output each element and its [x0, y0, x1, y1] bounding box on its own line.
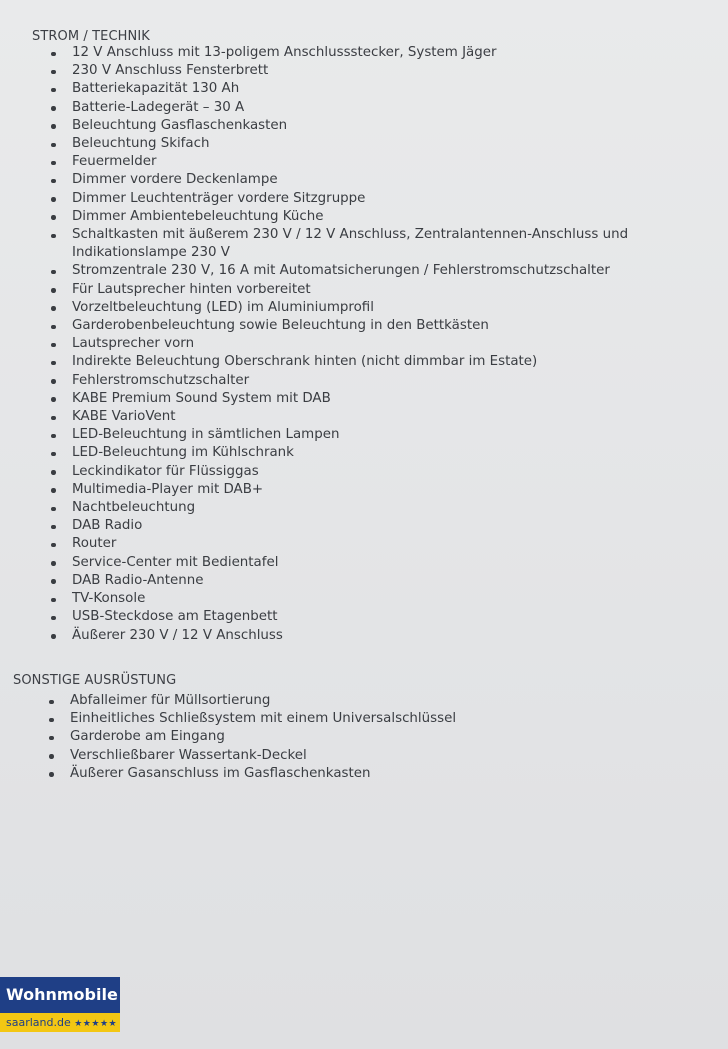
list-item: [36, 499, 656, 517]
section-title-sonstige-ausruestung: SONSTIGE AUSRÜSTUNG: [13, 673, 177, 688]
list-item-text: 12 V Anschluss mit 13-poligem Anschlussstecker, System Jäger: [72, 45, 497, 60]
bullet-icon: [51, 488, 56, 493]
bullet-icon: [49, 754, 54, 759]
list-item-text: Fehlerstromschutzschalter: [72, 372, 250, 388]
list-item-text: KABE Premium Sound System mit DAB: [72, 390, 331, 406]
bullet-icon: [49, 736, 54, 741]
logo-site-bar: [0, 1013, 120, 1032]
list-item: [34, 747, 654, 765]
bullet-icon: [51, 561, 56, 566]
list-item: [36, 208, 656, 226]
list-item-text: LED-Beleuchtung in sämtlichen Lampen: [72, 427, 340, 443]
bullet-icon: [51, 234, 56, 239]
list-item: [36, 226, 632, 262]
list-item: [36, 372, 656, 390]
bullet-icon: [51, 215, 56, 220]
list-item-text: Abfalleimer für Müllsortierung: [70, 693, 271, 708]
list-item: [36, 335, 656, 353]
list-item: [34, 692, 654, 710]
logo-brand: Wohnmobile: [0, 977, 120, 1013]
logo-site: saarland.de: [6, 1016, 71, 1029]
bullet-icon: [51, 361, 56, 366]
bullet-icon: [51, 197, 56, 202]
list-item-text: Für Lautsprecher hinten vorbereitet: [72, 281, 311, 297]
list-item-text: Beleuchtung Gasflaschenkasten: [72, 117, 288, 133]
list-item: [36, 80, 656, 98]
list-item-text: LED-Beleuchtung im Kühlschrank: [72, 445, 294, 461]
list-item: [36, 572, 656, 590]
list-item-text: KABE VarioVent: [72, 409, 176, 425]
list-item: [36, 317, 656, 335]
bullet-icon: [51, 161, 56, 166]
section-title-strom-technik: STROM / TECHNIK: [32, 29, 150, 44]
bullet-icon: [51, 325, 56, 330]
list-item: [34, 728, 654, 746]
bullet-icon: [51, 270, 56, 275]
equipment-list-sonstige-ausruestung: [34, 692, 654, 783]
list-item: [36, 554, 656, 572]
bullet-icon: [51, 598, 56, 603]
bullet-icon: [51, 616, 56, 621]
bullet-icon: [51, 543, 56, 548]
list-item-text: Service-Center mit Bedientafel: [72, 554, 279, 570]
list-item-text: Router: [72, 536, 117, 552]
bullet-icon: [49, 700, 54, 705]
bullet-icon: [51, 507, 56, 512]
list-item: [36, 463, 656, 481]
bullet-icon: [51, 179, 56, 184]
bullet-icon: [51, 416, 56, 421]
bullet-icon: [51, 397, 56, 402]
bullet-icon: [51, 306, 56, 311]
star-rating-icon: ★★★★★: [74, 1019, 118, 1029]
bullet-icon: [51, 379, 56, 384]
list-item-text: TV-Konsole: [72, 591, 146, 607]
bullet-icon: [51, 434, 56, 439]
list-item-text: DAB Radio: [72, 518, 143, 534]
list-item: [36, 62, 656, 80]
list-item-text: Batteriekapazität 130 Ah: [72, 81, 240, 97]
bullet-icon: [49, 718, 54, 723]
watermark-logo: [0, 977, 120, 1032]
list-item-text: Garderobe am Eingang: [70, 729, 225, 745]
list-item-text: Leckindikator für Flüssiggas: [72, 463, 259, 479]
list-item: [36, 627, 656, 645]
bullet-icon: [51, 452, 56, 457]
list-item-text: Dimmer Ambientebeleuchtung Küche: [72, 208, 324, 224]
list-item-text: Indirekte Beleuchtung Oberschrank hinten (nicht dimmbar im Estate): [72, 354, 538, 370]
bullet-icon: [51, 143, 56, 148]
list-item: [36, 117, 656, 135]
list-item: [36, 44, 656, 62]
bullet-icon: [51, 288, 56, 293]
list-item: [36, 299, 656, 317]
list-item: [36, 171, 656, 189]
bullet-icon: [51, 124, 56, 129]
list-item-text: Dimmer vordere Deckenlampe: [72, 172, 278, 188]
list-item-text: Nachtbeleuchtung: [72, 500, 196, 516]
list-item: [34, 765, 654, 783]
list-item: [36, 281, 656, 299]
list-item: [36, 590, 656, 608]
list-item-text: Stromzentrale 230 V, 16 A mit Automatsicherungen / Fehlerstromschutzschalter: [72, 263, 610, 279]
bullet-icon: [51, 106, 56, 111]
bullet-icon: [51, 470, 56, 475]
list-item: [36, 426, 656, 444]
list-item-text: Feuermelder: [72, 154, 157, 170]
equipment-list-strom-technik: [36, 44, 656, 645]
bullet-icon: [51, 343, 56, 348]
list-item-text: USB-Steckdose am Etagenbett: [72, 609, 278, 625]
list-item-text: Einheitliches Schließsystem mit einem Universalschlüssel: [70, 711, 457, 727]
list-item: [36, 99, 656, 117]
list-item: [36, 262, 656, 280]
bullet-icon: [49, 772, 54, 777]
list-item-text: Beleuchtung Skifach: [72, 136, 210, 152]
bullet-icon: [51, 579, 56, 584]
list-item-text: Garderobenbeleuchtung sowie Beleuchtung in den Bettkästen: [72, 318, 489, 334]
list-item-text: DAB Radio-Antenne: [72, 572, 204, 588]
bullet-icon: [51, 634, 56, 639]
list-item-text: Schaltkasten mit äußerem 230 V / 12 V Anschluss, Zentralantennen-Anschluss und Indikationslampe 230 V: [72, 227, 629, 261]
list-item: [36, 390, 656, 408]
bullet-icon: [51, 52, 56, 57]
list-item-text: Verschließbarer Wassertank-Deckel: [70, 747, 307, 763]
bullet-icon: [51, 88, 56, 93]
list-item: [36, 517, 656, 535]
list-item-text: Lautsprecher vorn: [72, 336, 195, 352]
list-item: [36, 135, 656, 153]
list-item-text: 230 V Anschluss Fensterbrett: [72, 63, 269, 79]
list-item-text: Vorzeltbeleuchtung (LED) im Aluminiumprofil: [72, 299, 374, 315]
list-item-text: Batterie-Ladegerät – 30 A: [72, 99, 245, 115]
list-item: [36, 608, 656, 626]
bullet-icon: [51, 525, 56, 530]
list-item: [36, 444, 656, 462]
list-item-text: Dimmer Leuchtenträger vordere Sitzgruppe: [72, 190, 366, 206]
list-item: [36, 190, 656, 208]
list-item-text: Äußerer Gasanschluss im Gasflaschenkasten: [70, 765, 371, 781]
list-item: [36, 481, 656, 499]
list-item: [36, 535, 656, 553]
list-item: [34, 710, 654, 728]
list-item: [36, 353, 656, 371]
list-item-text: Multimedia-Player mit DAB+: [72, 481, 264, 497]
bullet-icon: [51, 70, 56, 75]
list-item: [36, 153, 656, 171]
list-item-text: Äußerer 230 V / 12 V Anschluss: [72, 627, 283, 643]
list-item: [36, 408, 656, 426]
